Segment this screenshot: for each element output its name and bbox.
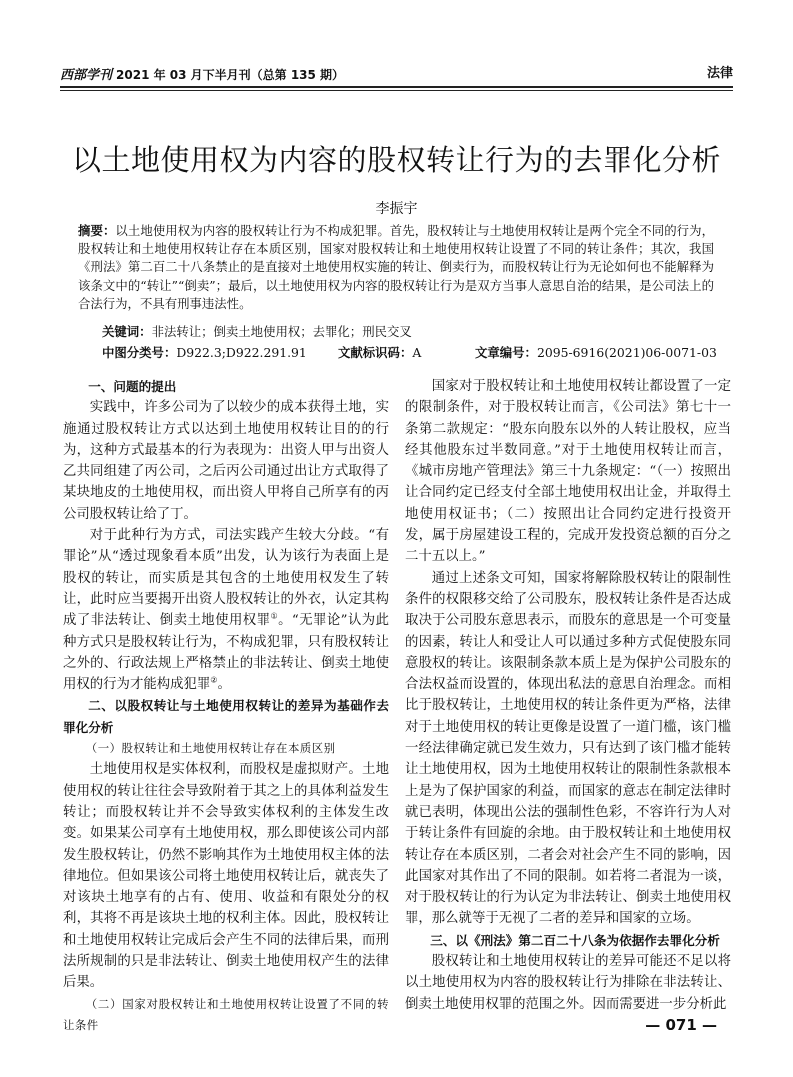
article-title: 以土地使用权为内容的股权转让行为的去罪化分析: [71, 143, 721, 177]
left-column: [63, 376, 389, 1036]
running-header: [60, 60, 733, 86]
section-heading-1: 一、问题的提出: [88, 379, 177, 394]
section-heading-3: 三、以《刑法》第二百二十八条为依据作去罪化分析: [430, 932, 720, 948]
doc-code: [338, 343, 421, 361]
right-column: [405, 376, 731, 1015]
paragraph: 股权转让和土地使用权转让的差异可能还不足以将以土地使用权为内容的股权转让行为排除在非法转让、倒卖土地使用权罪的范围之外。因而需要进一步分析此: [405, 954, 731, 1012]
keywords: [102, 322, 714, 340]
keywords-label: 关键词：: [102, 324, 152, 339]
clc-label: 中图分类号：: [102, 345, 177, 360]
clc-value: D922.3;D922.291.91: [176, 345, 307, 360]
paragraph-text: 。“无罪论”认为此种方式只是股权转让行为，不构成犯罪，只有股权转让之外的、行政法规上严格禁止的非法转让、倒卖土地使用权的行为才能构成犯罪: [63, 613, 390, 693]
clc-number: [102, 343, 307, 361]
subsection-heading: （二）国家对股权转让和土地使用权转让设置了不同的转让条件: [63, 996, 389, 1032]
article-number: [475, 343, 717, 361]
paragraph-text: 。: [217, 677, 231, 693]
header-rule-thin: [60, 90, 733, 91]
abstract: [78, 222, 714, 313]
page-number: — 071 —: [645, 1016, 717, 1034]
abstract-label: 摘要：: [78, 223, 116, 238]
footnote-ref-1: ①: [270, 611, 279, 621]
abstract-text: 以土地使用权为内容的股权转让行为不构成犯罪。首先，股权转让与土地使用权转让是两个完全不同的行为，股权转让和土地使用权转让存在本质区别，国家对股权转让和土地使用权转让设置了不同的转让条件；其次，我国《刑法》第二百二十八条禁止的是直接对土地使用权实施的转让、倒卖行为，而股权转让行为无论如何也不能解释为该条文中的“转让”“倒卖”；最后，以土地使用权为内容的股权转让行为是双方当事人意思自治的结果，是公司法上的合法行为，不具有刑事违法性。: [78, 223, 715, 311]
article-value: 2095-6916(2021)06-0071-03: [536, 345, 717, 360]
footnote-ref-2: ②: [210, 675, 218, 685]
header-rule-thick: [60, 86, 733, 88]
keywords-text: 非法转让；倒卖土地使用权；去罪化；刑民交叉: [151, 324, 412, 339]
paragraph: [63, 525, 389, 695]
journal-issue: [60, 64, 344, 83]
doc-value: A: [412, 345, 422, 360]
subsection-heading: （一）股权转让和土地使用权转让存在本质区别: [85, 741, 336, 756]
paragraph-text: 对于此种行为方式，司法实践产生较大分歧。“有罪论”从“透过现象看本质”出发，认为该行为表面上是股权的转让，而实质是其包含的土地使用权发生了转让，此时应当要揭开出资人股权转让的外衣，认定其构成了非法转让、倒卖土地使用权罪: [63, 528, 389, 629]
paragraph: 实践中，许多公司为了以较少的成本获得土地，实施通过股权转让方式以达到土地使用权转让目的的行为，这种方式最基本的行为表现为：出资人甲与出资人乙共同组建了丙公司，之后丙公司通过出让方式取得了某块地皮的土地使用权，而出资人甲将自己所享有的丙公司股权转让给了丁。: [63, 400, 389, 522]
doc-label: 文献标识码：: [338, 345, 413, 360]
issue-info: 2021 年 03 月下半月刊（总第 135 期）: [116, 68, 345, 82]
journal-name: 西部学刊: [60, 68, 113, 83]
article-author: 李振宇: [375, 201, 418, 217]
section-label: 法律: [706, 66, 733, 81]
paragraph: 通过上述条文可知，国家将解除股权转让的限制性条件的权限移交给了公司股东，股权转让条件是否达成取决于公司股东意思表示，而股东的意思是一个可变量的因素，转让人和受让人可以通过多种方式促使股东同意股权的转让。该限制条款本质上是为保护公司股东的合法权益而设置的，体现出私法的意思自治理念。而相比于股权转让，土地使用权的转让条件更为严格，法律对于土地使用权的转让更像是设置了一道门槛，该门槛一经法律确定就已发生效力，只有达到了该门槛才能转让土地使用权，因为土地使用权转让的限制性条款根本上是为了保护国家的利益，而国家的意志在制定法律时就已表明，体现出公法的强制性色彩，不容许行为人对于转让条件有回旋的余地。由于股权转让和土地使用权转让存在本质区别，二者会对社会产生不同的影响，因此国家对其作出了不同的限制。如若将二者混为一谈，对于股权转让的行为认定为非法转让、倒卖土地使用权罪，那么就等于无视了二者的差异和国家的立场。: [405, 570, 731, 927]
article-label: 文章编号：: [475, 345, 537, 360]
paragraph: 国家对于股权转让和土地使用权转让都设置了一定的限制条件，对于股权转让而言，《公司法》第七十一条第二款规定：“股东向股东以外的人转让股权，应当经其他股东过半数同意。”对于土地使用权转让而言，《城市房地产管理法》第三十九条规定：“（一）按照出让合同约定已经支付全部土地使用权出让金，并取得土地使用权证书；（二）按照出让合同约定进行投资开发，属于房屋建设工程的，完成开发投资总额的百分之二十五以上。”: [405, 379, 731, 565]
paragraph: 土地使用权是实体权利，而股权是虚拟财产。土地使用权的转让往往会导致附着于其之上的具体利益发生转让；而股权转让并不会导致实体权利的主体发生改变。如果某公司享有土地使用权，那么即使该公司内部发生股权转让，仍然不影响其作为土地使用权主体的法律地位。但如果该公司将土地使用权转让后，就丧失了对该块土地享有的占有、使用、收益和有限处分的权利，其将不再是该块土地的权利主体。因此，股权转让和土地使用权转让完成后会产生不同的法律后果，而刑法所规制的只是非法转让、倒卖土地使用权产生的法律后果。: [63, 762, 389, 991]
section-heading-2: 二、以股权转让与土地使用权转让的差异为基础作去罪化分析: [63, 698, 389, 735]
